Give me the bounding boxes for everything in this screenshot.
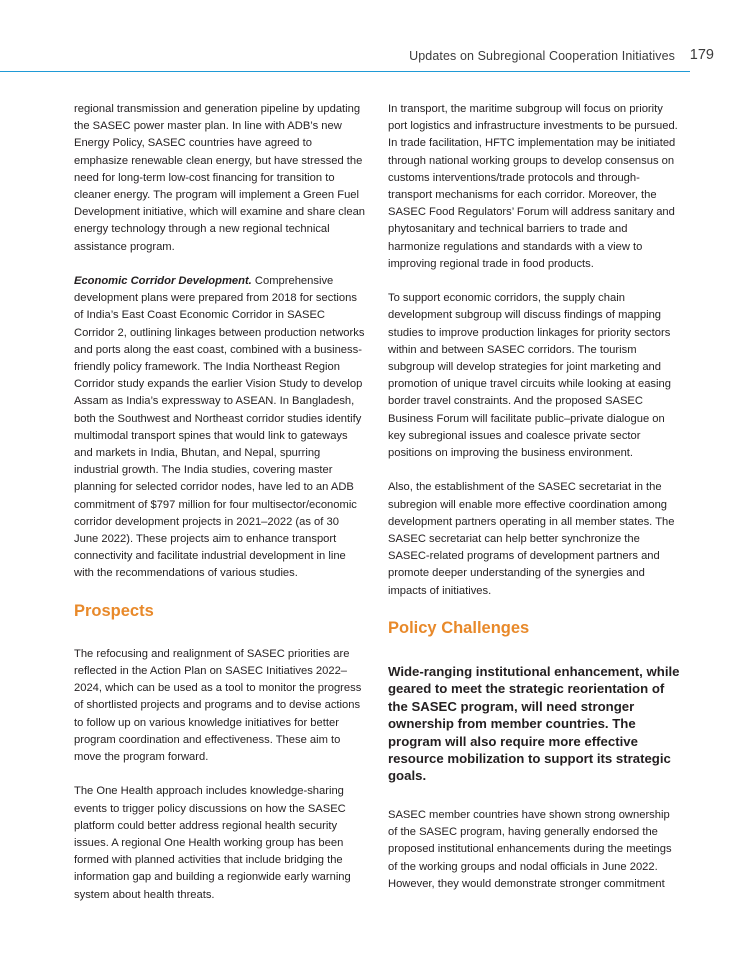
paragraph-economic-corridor xyxy=(74,273,366,583)
paragraph-economic-corridor-text: Comprehensive development plans were prepared from 2018 for sections of India’s East Coast Economic Corridor in SASEC Corridor 2, outlining linkages between production networks and ports along the east coast, combined with a business-friendly policy framework. The India Northeast Region Corridor study expands the earlier Vision Study to develop Assam as India’s expressway to ASEAN. In Bangladesh, both the Southwest and Northeast corridor studies identify multimodal transport spines that would link to gateways and markets in India, Bhutan, and Nepal, spurring industrial growth. The India studies, covering master planning for selected corridor nodes, have led to an ADB commitment of $797 million for four multisector/economic corridor development projects in 2021–2022 (as of 30 June 2022). These projects aim to enhance transport connectivity and facilitate industrial development in line with the recommendations of various studies. xyxy=(74,275,365,580)
left-column xyxy=(74,101,366,921)
paragraph-one-health: The One Health approach includes knowledge-sharing events to trigger policy discussions on how the SASEC platform could better address regional health security issues. A regional One Health working group has been formed with planned activities that include bridging the information gap and building a regionwide early warning system about health threats. xyxy=(74,785,351,901)
running-header xyxy=(0,46,750,72)
lead-statement: Wide-ranging institutional enhancement, while geared to meet the strategic reorientation of the SASEC program, will need stronger ownership from member countries. The program will also require more effective resource mobilization to support its strategic goals. xyxy=(388,664,680,784)
right-column xyxy=(388,101,680,910)
paragraph-action-plan: The refocusing and realignment of SASEC priorities are reflected in the Action Plan on SASEC Initiatives 2022–2024, which can be used as a tool to monitor the progress of shortlisted projects and programs and to devise actions to follow up on various knowledge initiatives for better program coordination and effectiveness. These aim to move the program forward. xyxy=(74,647,362,764)
running-header-title: Updates on Subregional Cooperation Initiatives xyxy=(409,49,675,63)
header-rule xyxy=(0,71,690,72)
run-in-heading: Economic Corridor Development. xyxy=(74,275,252,288)
paragraph-secretariat: Also, the establishment of the SASEC secretariat in the subregion will enable more effective coordination among development partners operating in all member states. The SASEC secretariat can help better synchronize the SASEC-related programs of development partners and promote deeper understanding of the synergies and impacts of initiatives. xyxy=(388,481,675,597)
paragraph-supply-chain: To support economic corridors, the supply chain development subgroup will discuss findings of mapping studies to improve production linkages for priority sectors within and between SASEC corridors. The tourism subgroup will develop strategies for joint marketing and promotion of unique travel circuits while looking at easing border travel constraints. And the proposed SASEC Business Forum will facilitate public–private dialogue on key subregional issues and coalesce private sector positions on improving the business environment. xyxy=(388,292,671,460)
paragraph-ownership: SASEC member countries have shown strong ownership of the SASEC program, having generally endorsed the proposed institutional enhancements during the meetings of the working groups and nodal officials in June 2022. However, they would demonstrate stronger commitment xyxy=(388,808,672,890)
section-heading-prospects: Prospects xyxy=(74,601,154,620)
page-number: 179 xyxy=(689,47,714,63)
paragraph-energy: regional transmission and generation pipeline by updating the SASEC power master plan. In line with ADB’s new Energy Policy, SASEC countries have agreed to emphasize renewable clean energy, but have stressed the need for long-term low-cost financing for transition to cleaner energy. The program will implement a Green Fuel Development initiative, which will examine and share clean energy technology through a new regional technical assistance program. xyxy=(74,103,366,253)
paragraph-transport: In transport, the maritime subgroup will focus on priority port logistics and infrastructure investments to be pursued. In trade facilitation, HFTC implementation may be initiated through national working groups to develop consensus on customs interventions/trade protocols and through-transport mechanisms for each corridor. Moreover, the SASEC Food Regulators’ Forum will address sanitary and phytosanitary and technical barriers to trade and harmonize regulations and standards with a view to improving regional trade in food products. xyxy=(388,103,678,270)
section-heading-policy-challenges: Policy Challenges xyxy=(388,619,530,638)
